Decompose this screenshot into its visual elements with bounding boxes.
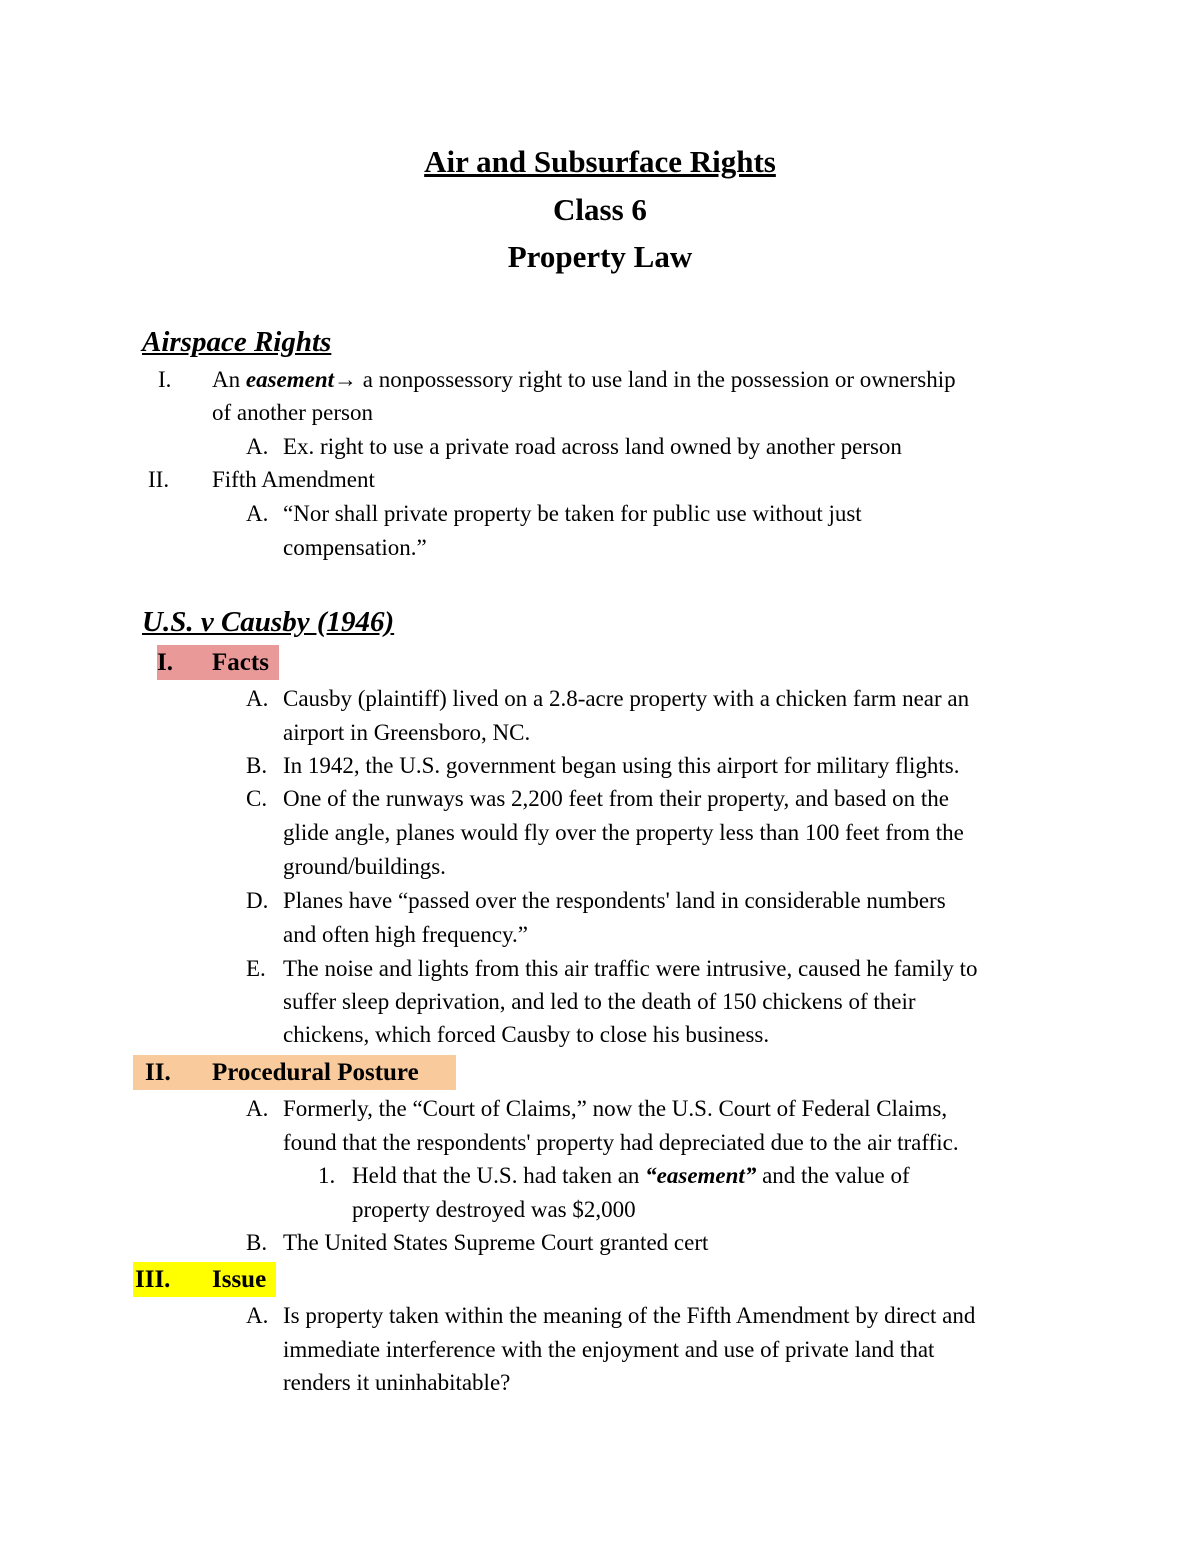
fifth-amendment-quote: “Nor shall private property be taken for public use without just [283,501,862,526]
posture-line: Formerly, the “Court of Claims,” now the U.S. Court of Federal Claims, [283,1096,948,1121]
easement-term: “easement” [645,1163,757,1188]
text-prefix: An [212,367,241,392]
facts-heading: Facts [212,649,269,676]
procedural-posture-marker: II. [145,1059,171,1086]
fifth-amendment-label: Fifth Amendment [212,467,375,492]
facts-marker: I. [157,649,173,676]
issue-marker: III. [135,1266,171,1293]
issue-heading: Issue [212,1266,267,1293]
fact-line: In 1942, the U.S. government began using this airport for military flights. [283,753,960,778]
posture-line: found that the respondents' property had depreciated due to the air traffic. [283,1130,959,1155]
outline-marker: B. [246,1230,268,1255]
outline-marker: A. [246,1303,269,1328]
outline-marker: D. [246,888,269,913]
easement-example: Ex. right to use a private road across land owned by another person [283,434,902,459]
outline-marker: I. [158,367,172,392]
outline-marker: C. [246,786,268,811]
holding-line [352,1161,910,1191]
fact-line: suffer sleep deprivation, and led to the death of 150 chickens of their [283,989,916,1014]
fact-line: chickens, which forced Causby to close his business. [283,1022,770,1047]
course-name: Property Law [507,239,693,274]
section-heading-case: U.S. v Causby (1946) [142,606,395,638]
class-number: Class 6 [553,192,647,227]
section-heading-airspace: Airspace Rights [142,326,332,358]
document-title: Air and Subsurface Rights [424,144,776,179]
fact-line: ground/buildings. [283,854,446,879]
outline-marker: A. [246,501,269,526]
outline-marker: 1. [318,1163,336,1188]
outline-marker: A. [246,686,269,711]
cert-granted: The United States Supreme Court granted cert [283,1230,709,1255]
fact-line: Causby (plaintiff) lived on a 2.8-acre property with a chicken farm near an [283,686,970,711]
arrow-glyph: → [334,367,358,392]
procedural-posture-heading: Procedural Posture [212,1059,419,1086]
outline-marker: B. [246,753,268,778]
outline-marker: A. [246,434,269,459]
issue-line: immediate interference with the enjoyment and use of private land that [283,1337,935,1362]
fact-line: Planes have “passed over the respondents' land in considerable numbers [283,888,946,913]
fifth-amendment-quote-continued: compensation.” [283,535,427,560]
outline-marker: II. [148,467,170,492]
holding-prefix: Held that the U.S. had taken an [352,1163,646,1188]
holding-suffix: and the value of [756,1163,910,1188]
fact-line: glide angle, planes would fly over the property less than 100 feet from the [283,820,964,845]
easement-definition-line [212,365,956,395]
fact-line: airport in Greensboro, NC. [283,720,531,745]
issue-line: Is property taken within the meaning of the Fifth Amendment by direct and [283,1303,976,1328]
easement-term: easement [245,367,335,392]
issue-line: renders it uninhabitable? [283,1370,511,1395]
outline-marker: A. [246,1096,269,1121]
fact-line: and often high frequency.” [283,922,529,947]
fact-line: One of the runways was 2,200 feet from their property, and based on the [283,786,949,811]
easement-definition-continued: of another person [212,400,373,425]
text-rest: a nonpossessory right to use land in the possession or ownership [357,367,956,392]
fact-line: The noise and lights from this air traffic were intrusive, caused he family to [283,956,978,981]
outline-marker: E. [246,956,266,981]
holding-line-continued: property destroyed was $2,000 [352,1197,636,1222]
